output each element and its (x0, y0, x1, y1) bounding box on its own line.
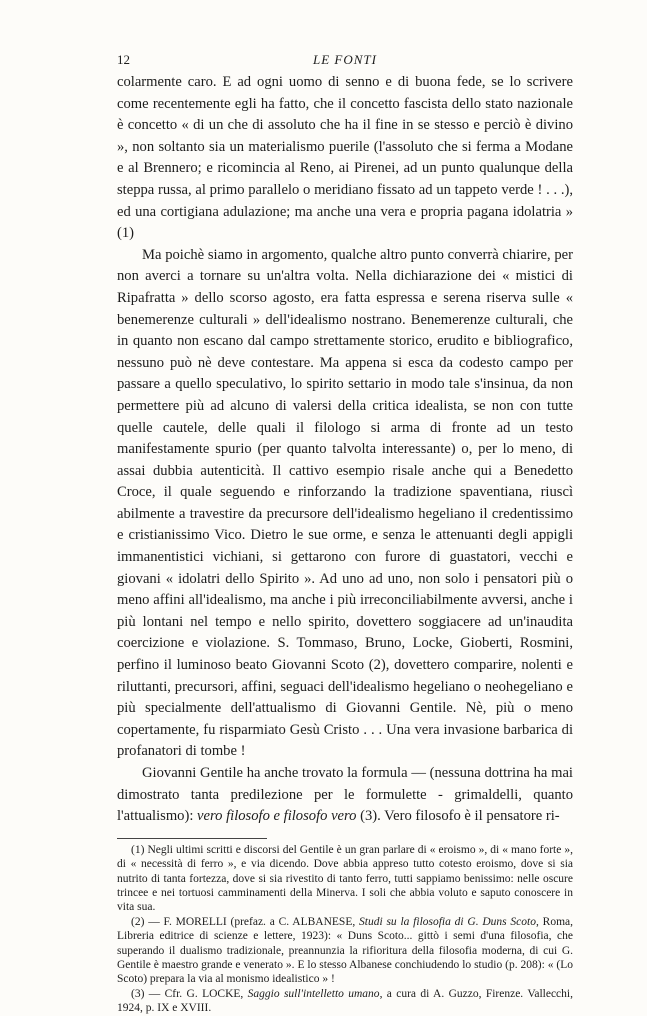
paragraph (117, 763, 573, 828)
page-header (117, 52, 573, 72)
footnote-text: , Roma, Libreria editrice di scienze e lettere, 1923): « Duns Scoto... gittò i semi d'una filosofia, che superando il dualismo tradizionale, preannunzia la rifioritura della filosofia moderna, di cui G. Gentile è maestro grande e venerato ». E lo stesso Albanese conchiudendo lo studio (p. 208): « (Lo Scoto) prepara la via al monismo idealistico » ! (117, 915, 573, 986)
footnotes (117, 843, 573, 1016)
running-title: LE FONTI (313, 52, 377, 67)
footnote-text: , a cura di A. Guzzo, Firenze. Vallecchi, 1924, p. IX e XVIII. (117, 987, 573, 1015)
formula-emphasis: vero filosofo e filosofo vero (197, 808, 357, 825)
page (117, 52, 573, 1016)
paragraph-text: Giovanni Gentile ha anche trovato la formula — (nessuna dottrina ha mai dimostrato tanta predilezione per le formulette - grimaldelli, quanto l'attualismo): (117, 765, 573, 825)
footnote (117, 987, 573, 1016)
footnote: (1) Negli ultimi scritti e discorsi del Gentile è un gran parlare di « eroismo », di « mano forte », di « necessità di ferro », e via dicendo. Dove abbia appreso tutto cotesto eroismo, dove si sia nutrito di tanta fortezza, dove si sia rivestito di tanto ferro, tutti sappiamo benissimo: nelle oscure trincee e nei tortuosi camminamenti della Minerva. I soli che abbia voluto e saputo conoscere in vita sua. (117, 843, 573, 914)
book-title: Saggio sull'intelletto umano (247, 987, 380, 1000)
body-text (117, 72, 573, 828)
footnote-divider (117, 838, 267, 839)
book-title: Studi su la filosofia di G. Duns Scoto (359, 915, 536, 928)
footnote-text: (2) — F. MORELLI (prefaz. a C. ALBANESE, (131, 915, 360, 928)
page-number: 12 (117, 52, 130, 67)
footnote (117, 915, 573, 987)
paragraph: Ma poichè siamo in argomento, qualche altro punto converrà chiarire, per non averci a tornare su un'altra volta. Nella dichiarazione dei « mistici di Ripafratta » dello scorso agosto, era fatta espressa e serena riserva sulle « benemerenze culturali » dell'idealismo nostrano. Benemerenze culturali, che in quanto non escano dal campo strettamente storico, erudito e bibliografico, nessuno può nè deve contestare. Ma appena si esca da codesto campo per passare a quello speculativo, lo spirito settario in modo tale s'insinua, da non permettere più ad alcuno di valersi della critica idealista, se non con tutte quelle cautele, delle quali il filologo si arma di fronte ad un testo manifestamente spurio (per quanto talvolta interessante) o, per lo meno, di assai dubbia autenticità. Il cattivo esempio risale anche qui a Benedetto Croce, il quale seguendo e rinforzando la tradizione spaventiana, riuscì abilmente a travestire da precursore dell'idealismo hegeliano il credentissimo e cristianissimo Vico. Dietro le sue orme, e senza le attenuanti degli appigli immanentistici vichiani, si gettarono con furore di guastatori, vecchi e giovani « idolatri dello Spirito ». Ad uno ad uno, non solo i pensatori più o meno affini all'idealismo, ma anche i più irreconciliabilmente avversi, anche i più lontani nel tempo e nello spirito, dovettero soggiacere ad un'inaudita coercizione e violazione. S. Tommaso, Bruno, Locke, Gioberti, Rosmini, perfino il luminoso beato Giovanni Scoto (2), dovettero comparire, nolenti e riluttanti, precursori, affini, seguaci dell'idealismo hegeliano o neohegeliano e più specialmente dell'attualismo di Giovanni Gentile. Nè, più o meno copertamente, fu risparmiato Gesù Cristo . . . Una vera invasione barbarica di profanatori di tombe ! (117, 246, 573, 760)
paragraph: colarmente caro. E ad ogni uomo di senno e di buona fede, se lo scrivere come recentemente egli ha fatto, che il concetto fascista dello stato nazionale è concetto « di un che di assoluto che ha il fine in se stesso e perciò è divino », non soltanto sia un materialismo puerile (l'assoluto che si ferma a Modane e al Brennero; e ricomincia al Reno, ai Pirenei, ad un punto qualunque della steppa russa, al primo parallelo o meridiano fissato ad un tappeto verde ! . . .), ed una cortigiana adulazione; ma anche una vera e propria pagana idolatria » (1) (117, 74, 573, 242)
paragraph-text: (3). Vero filosofo è il pensatore ri- (356, 808, 560, 825)
footnote-text: (3) — Cfr. G. LOCKE, (131, 987, 248, 1000)
